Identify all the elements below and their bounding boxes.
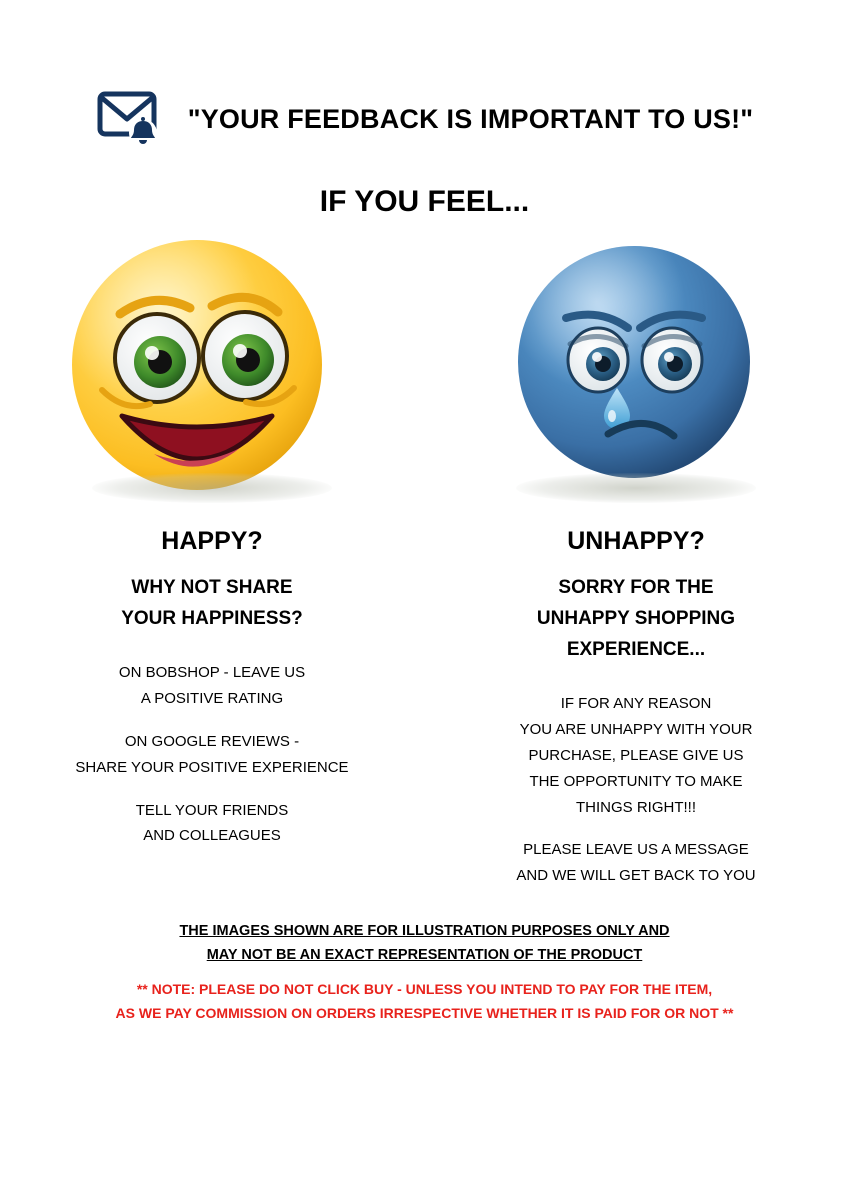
sad-crying-face bbox=[486, 240, 786, 505]
happy-p3-line-1: TELL YOUR FRIENDS bbox=[135, 801, 289, 819]
unhappy-subheading bbox=[537, 572, 735, 665]
footer-disclaimer-line-1: THE IMAGES SHOWN ARE FOR ILLUSTRATION PURPOSES ONLY AND bbox=[179, 923, 670, 939]
unhappy-body bbox=[516, 691, 755, 889]
happy-body bbox=[75, 660, 348, 849]
happy-subheading-line-1: WHY NOT SHARE bbox=[131, 577, 293, 598]
column-happy bbox=[0, 240, 424, 889]
unhappy-heading: UNHAPPY? bbox=[567, 527, 705, 555]
footer-disclaimer bbox=[0, 920, 849, 968]
unhappy-paragraph-2 bbox=[516, 837, 755, 889]
unhappy-paragraph-1 bbox=[516, 691, 755, 820]
unhappy-p1-line-5: THINGS RIGHT!!! bbox=[575, 798, 696, 816]
happy-face-shadow bbox=[92, 473, 332, 503]
footer-note-line-2: AS WE PAY COMMISSION ON ORDERS IRRESPECTIVE WHETHER IT IS PAID FOR OR NOT ** bbox=[115, 1004, 734, 1021]
columns bbox=[0, 240, 849, 889]
unhappy-p1-line-2: YOU ARE UNHAPPY WITH YOUR bbox=[519, 721, 753, 739]
unhappy-p2-line-1: PLEASE LEAVE US A MESSAGE bbox=[523, 841, 749, 859]
unhappy-p1-line-4: THE OPPORTUNITY TO MAKE bbox=[529, 772, 743, 790]
sad-face-shadow bbox=[516, 473, 756, 503]
unhappy-p1-line-1: IF FOR ANY REASON bbox=[560, 695, 712, 713]
happy-p3-line-2: AND COLLEAGUES bbox=[143, 827, 281, 845]
footer-disclaimer-line-2: MAY NOT BE AN EXACT REPRESENTATION OF THE PRODUCT bbox=[206, 946, 643, 963]
subtitle: IF YOU FEEL... bbox=[319, 185, 530, 218]
happy-p1-line-2: A POSITIVE RATING bbox=[140, 690, 284, 708]
mail-with-bell-icon bbox=[96, 88, 162, 150]
happy-paragraph-1 bbox=[75, 660, 348, 712]
footer bbox=[0, 920, 849, 1025]
happy-smiley-face bbox=[62, 240, 362, 505]
happy-subheading-line-2: YOUR HAPPINESS? bbox=[121, 608, 303, 630]
unhappy-subheading-line-1: SORRY FOR THE bbox=[558, 577, 714, 598]
happy-p1-line-1: ON BOBSHOP - LEAVE US bbox=[118, 664, 306, 682]
column-unhappy bbox=[424, 240, 848, 889]
happy-p2-line-1: ON GOOGLE REVIEWS - bbox=[124, 732, 300, 750]
footer-note-line-1: ** NOTE: PLEASE DO NOT CLICK BUY - UNLESS YOU INTEND TO PAY FOR THE ITEM, bbox=[136, 980, 713, 997]
happy-subheading bbox=[121, 572, 303, 634]
header bbox=[0, 88, 849, 150]
happy-paragraph-2 bbox=[75, 729, 348, 781]
unhappy-subheading-line-3: EXPERIENCE... bbox=[566, 639, 706, 661]
happy-paragraph-3 bbox=[75, 798, 348, 850]
unhappy-subheading-line-2: UNHAPPY SHOPPING bbox=[536, 608, 736, 630]
happy-heading: HAPPY? bbox=[161, 527, 263, 555]
page-title: "YOUR FEEDBACK IS IMPORTANT TO US!" bbox=[187, 103, 754, 134]
unhappy-p2-line-2: AND WE WILL GET BACK TO YOU bbox=[516, 867, 756, 885]
unhappy-p1-line-3: PURCHASE, PLEASE GIVE US bbox=[528, 747, 744, 765]
happy-p2-line-2: SHARE YOUR POSITIVE EXPERIENCE bbox=[75, 758, 349, 776]
footer-note bbox=[0, 978, 849, 1026]
